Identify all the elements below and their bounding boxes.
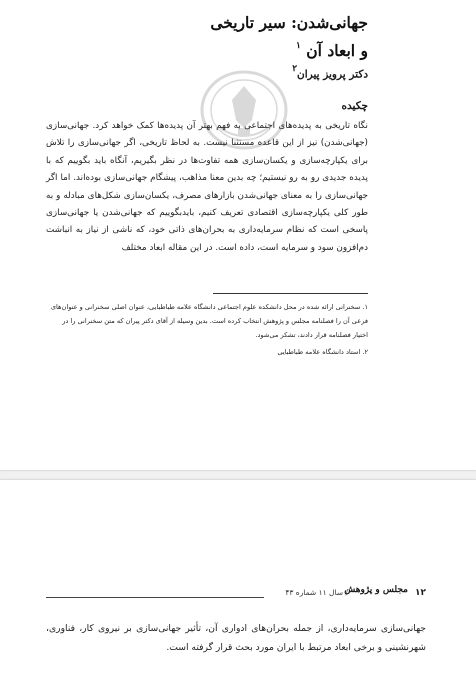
footnote-2: ۲. استاد دانشگاه علامه طباطبایی: [277, 348, 368, 356]
title-footnote-mark: ۱: [296, 41, 301, 51]
footnote-divider: [213, 293, 368, 294]
page-number: ۱۲: [415, 588, 426, 598]
abstract-paragraph: نگاه تاریخی به پدیده‌های اجتماعی به فهم بهتر آن پدیده‌ها کمک خواهد کرد. جهانی‌سازی (جهانی‌شدن) نیز از این قاعده مستثنا نیست. به لحاظ تاریخی، اگر جهانی‌سازی را تلاش برای یکپارچه‌سازی و یکسان‌سازی همه تفاوت‌ها در نظر بگیریم، آنگاه باید بگوییم که با پدیده جدیدی رو به رو نیستیم؛ چه بدین معنا مذاهب، پیشگام جهانی‌سازی بوده‌اند. اما اگر جهانی‌سازی را به معنای جهانی‌شدن بازارهای مصرف، یکسان‌سازی شکل‌های مبادله و به طور کلی یکپارچه‌سازی اقتصادی تعریف کنیم، بایدبگوییم که جهانی‌شدن یا جهانی‌سازی پاسخی است که نظام سرمایه‌داری به بحران‌های ذاتی خود، که ناشی از نیاز به انباشت دم‌افزون سود و سرمایه است، داده است. در این مقاله ابعاد مختلف: [46, 121, 368, 253]
author-text: دکتر پرویز پیران: [297, 68, 368, 81]
abstract-heading: چکیده: [341, 100, 368, 112]
author-footnote-mark: ۲: [292, 64, 298, 74]
title-text: و ابعاد آن: [306, 41, 368, 61]
author-name: [292, 66, 368, 81]
journal-name: مجلس و پژوهش: [344, 585, 408, 595]
issue-info: / سال ۱۱ شماره ۴۳: [285, 588, 348, 597]
running-header: [46, 587, 426, 605]
article-title-line-2: [158, 37, 368, 62]
header-rule: [46, 597, 264, 598]
footnote-1: ۱. سخنرانی ارائه شده در محل دانشکده علوم اجتماعی دانشگاه علامه طباطبایی، عنوان اصلی سخنرانی و عنوان‌های فرعی آن را فصلنامه مجلس و پژوهش انتخاب کرده است. بدین وسیله از آقای دکتر پیران که متن سخنرانی را در اختیار فصلنامه قرار دادند، تشکر می‌شود.: [50, 303, 368, 339]
article-title-line-1: جهانی‌شدن: سیر تاریخی: [210, 13, 368, 32]
footnotes-list: [46, 300, 368, 362]
body-paragraph: جهانی‌سازی سرمایه‌داری، از جمله بحران‌های ادواری آن، تأثیر جهانی‌سازی بر نیروی کار، فناوری، شهرنشینی و برخی ابعاد مرتبط با ایران مورد بحث قرار گرفته است.: [46, 623, 426, 653]
document-page-2: [0, 480, 476, 675]
